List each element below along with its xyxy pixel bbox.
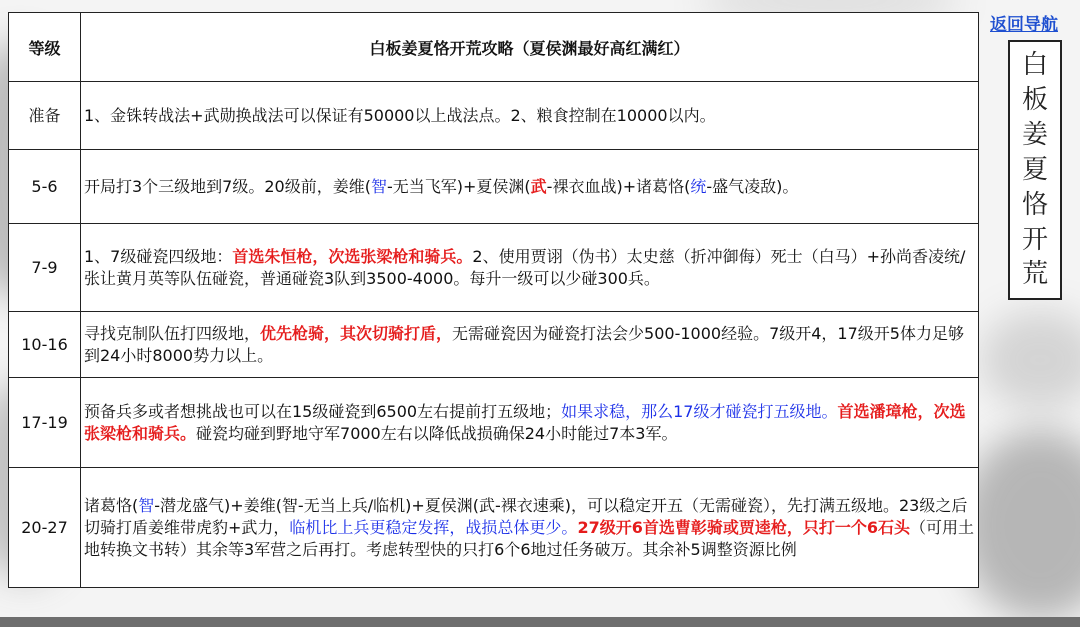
strategy-text: 寻找克制队伍打四级地，	[84, 323, 261, 343]
level-cell: 17-19	[9, 378, 81, 468]
table-row	[9, 378, 979, 468]
level-cell: 准备	[9, 82, 81, 150]
level-cell: 5-6	[9, 150, 81, 224]
highlight-blue-text: 智	[138, 495, 155, 515]
vertical-title-char: 板	[1021, 85, 1048, 116]
highlight-red-text: 优先枪骑，其次切骑打盾，	[260, 323, 453, 343]
table-row	[9, 150, 979, 224]
vertical-title-char: 姜	[1021, 120, 1048, 151]
strategy-text: 预备兵多或者想挑战也可以在15级碰瓷到6500左右提前打五级地；	[84, 401, 562, 421]
strategy-text: 无需碰瓷因为碰瓷打法会少500-1000经验。7级开4，17级开5体力足够到24小时8000势力以上。	[84, 323, 964, 365]
highlight-blue-text: 临机比上兵更稳定发挥，战损总体更少。	[289, 517, 578, 537]
highlight-blue-text: 统	[690, 176, 707, 196]
back-to-navigation-link[interactable]: 返回导航	[990, 15, 1058, 35]
highlight-red-text: 武	[530, 176, 547, 196]
level-column-header: 等级	[9, 13, 81, 82]
strategy-cell	[81, 224, 979, 312]
strategy-cell	[81, 378, 979, 468]
highlight-blue-text: 如果求稳，那么17级才碰瓷打五级地。	[561, 401, 838, 421]
strategy-cell	[81, 468, 979, 588]
strategy-text: 开局打3个三级地到7级。20级前，姜维(	[84, 176, 371, 196]
strategy-text: -无当飞军)+夏侯渊(	[386, 176, 531, 196]
strategy-cell	[81, 82, 979, 150]
vertical-title	[1008, 40, 1062, 300]
strategy-cell	[81, 312, 979, 378]
table-header-row	[9, 13, 979, 82]
ink-wash-decoration	[980, 310, 1080, 410]
highlight-red-text: 首选潘璋枪，次选张梁枪和骑兵。	[84, 401, 966, 443]
level-cell: 20-27	[9, 468, 81, 588]
highlight-blue-text: 智	[370, 176, 387, 196]
highlight-red-text: 27级开6首选曹彰骑或贾逵枪，只打一个6石头	[577, 517, 910, 537]
bottom-bar	[0, 617, 1080, 627]
strategy-cell	[81, 150, 979, 224]
vertical-title-char: 荒	[1021, 259, 1048, 290]
table-row	[9, 312, 979, 378]
level-cell: 7-9	[9, 224, 81, 312]
vertical-title-char: 白	[1021, 50, 1048, 81]
table-row	[9, 224, 979, 312]
strategy-text: -盛气凌敌)。	[706, 176, 799, 196]
level-cell: 10-16	[9, 312, 81, 378]
strategy-text: 1、7级碰瓷四级地：	[84, 246, 233, 266]
strategy-column-header: 白板姜夏恪开荒攻略（夏侯渊最好高红满红）	[81, 13, 979, 82]
highlight-red-text: 首选朱恒枪，次选张梁枪和骑兵。	[232, 246, 473, 266]
strategy-text: 诸葛恪(	[84, 495, 139, 515]
vertical-title-char: 夏	[1021, 154, 1048, 185]
vertical-title-char: 恪	[1021, 189, 1048, 220]
vertical-title-char: 开	[1021, 224, 1048, 255]
strategy-text: 碰瓷均碰到野地守军7000左右以降低战损确保24小时能过7本3军。	[196, 423, 678, 443]
table-row	[9, 468, 979, 588]
strategy-text: 1、金铢转战法+武勋换战法可以保证有50000以上战法点。2、粮食控制在10000以内。	[84, 105, 716, 125]
table-row	[9, 82, 979, 150]
strategy-text: -裸衣血战)+诸葛恪(	[546, 176, 691, 196]
strategy-text: -潜龙盛气)+姜维(智-无当上兵/临机)+夏侯渊(武-裸衣速乘)，可以稳定开五（无需碰瓷），先打满五级地。23级之后切骑打盾姜维带虎豹+武力，	[84, 495, 968, 537]
strategy-text: 2、使用贾诩（伪书）太史慈（折冲御侮）死士（白马）+孙尚香凌统/张让黄月英等队伍碰瓷，普通碰瓷3队到3500-4000。每升一级可以少碰300兵。	[84, 246, 966, 288]
strategy-text: （可用土地转换文书转）其余等3军营之后再打。考虑转型快的只打6个6地过任务破万。其余补5调整资源比例	[84, 517, 974, 559]
strategy-table	[8, 12, 979, 588]
